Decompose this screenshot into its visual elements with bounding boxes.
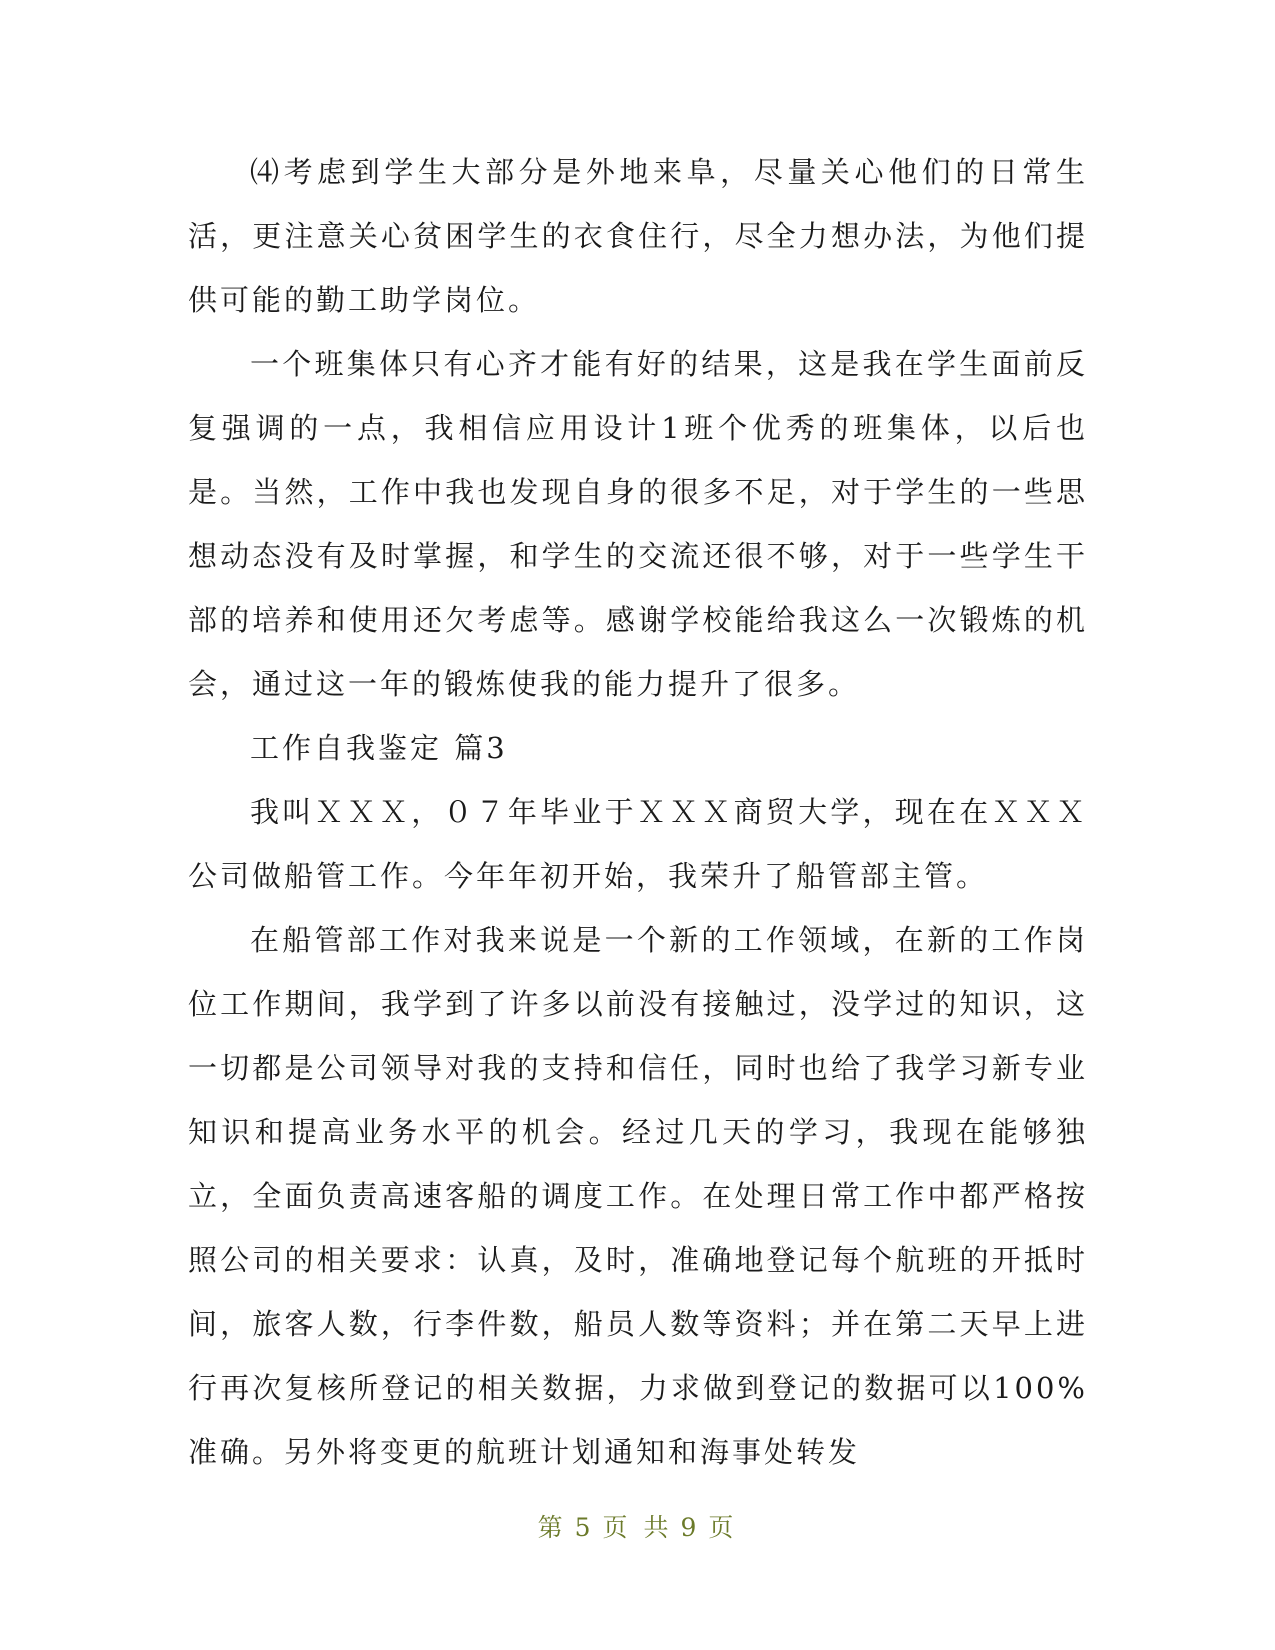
paragraph-ship-management: 在船管部工作对我来说是一个新的工作领域，在新的工作岗位工作期间，我学到了许多以前没有接触过，没学过的知识，这一切都是公司领导对我的支持和信任，同时也给了我学习新专业知识和提高业务水平的机会。经过几天的学习，我现在能够独立，全面负责高速客船的调度工作。在处理日常工作中都严格按照公司的相关要求：认真，及时，准确地登记每个航班的开抵时间，旅客人数，行李件数，船员人数等资料；并在第二天早上进行再次复核所登记的相关数据，力求做到登记的数据可以100%准确。另外将变更的航班计划通知和海事处转发 (188, 923, 1088, 1469)
paragraph-self-intro: 我叫ＸＸＸ，０７年毕业于ＸＸＸ商贸大学，现在在ＸＸＸ公司做船管工作。今年年初开始，我荣升了船管部主管。 (188, 795, 1088, 893)
section-heading: 工作自我鉴定 篇3 (250, 731, 508, 765)
page-footer (0, 1508, 1275, 1544)
paragraph-class-collective: 一个班集体只有心齐才能有好的结果，这是我在学生面前反复强调的一点，我相信应用设计1班个优秀的班集体，以后也是。当然，工作中我也发现自身的很多不足，对于学生的一些思想动态没有及时掌握，和学生的交流还很不够，对于一些学生干部的培养和使用还欠考虑等。感谢学校能给我这么一次锻炼的机会，通过这一年的锻炼使我的能力提升了很多。 (188, 347, 1088, 701)
total-page-number: 9 (680, 1513, 701, 1542)
page-label-suffix: 页 (708, 1513, 738, 1542)
page-label-prefix: 第 (537, 1513, 567, 1542)
document-body (188, 140, 1088, 1484)
paragraph-living-care: ⑷考虑到学生大部分是外地来阜，尽量关心他们的日常生活，更注意关心贫困学生的衣食住行，尽全力想办法，为他们提供可能的勤工助学岗位。 (188, 155, 1088, 317)
current-page-number: 5 (574, 1513, 595, 1542)
page-label-mid: 页 共 (602, 1513, 673, 1542)
